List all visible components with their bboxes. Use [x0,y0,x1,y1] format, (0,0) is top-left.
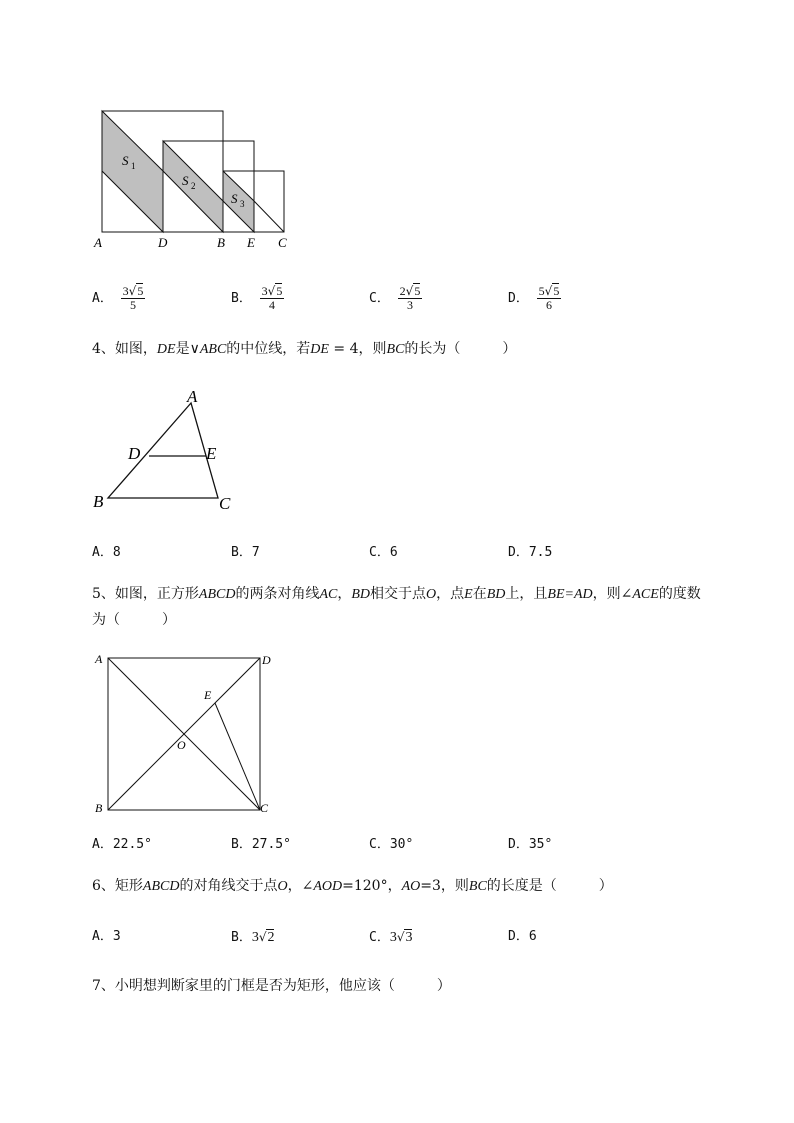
label-c: C [219,494,231,513]
q4-option-c[interactable]: C．6 [369,545,398,560]
q3-option-c[interactable]: C． $\frac{2√5}{3}$ [369,284,421,312]
q4-figure [88,385,248,515]
label-s1-sub: 1 [131,161,136,171]
q4-option-a[interactable]: A．8 [92,545,121,560]
label-s3-sub: 3 [240,199,245,209]
fraction: $\frac{3√5}{4}$ [261,284,283,312]
label-s1: S [122,153,129,168]
label-c: C [260,801,269,815]
label-b: B [217,235,225,250]
q6-option-a[interactable]: A．3 [92,929,121,944]
q5-stem-line2: 为（ ） [92,612,176,628]
label-b: B [93,492,104,511]
diagonal-small [254,201,284,232]
q5-option-a[interactable]: A．22.5° [92,837,152,852]
fraction: $\frac{5√5}{6}$ [538,284,560,312]
q5-option-d[interactable]: D．35° [508,837,553,852]
label-s3: S [231,191,238,206]
shaded-s1 [102,111,163,232]
q3-figure [88,103,298,253]
q6-option-b[interactable]: B．3√2 [231,930,275,945]
q4-option-b[interactable]: B．7 [231,545,260,560]
label-a: A [94,235,102,250]
q5-stem-line1: 5、如图，正方形ABCD的两条对角线AC，BD相交于点O，点E在BD上，且BE=AD，则∠ACE的度数 [92,586,701,602]
q4-stem: 4、如图，DE是∨ABC的中位线，若DE = 4，则BC的长为（ ） [92,341,517,357]
shaded-s3 [223,171,254,232]
q4-option-d[interactable]: D．7.5 [508,545,553,560]
label-s2-sub: 2 [191,181,196,191]
segment-ce [215,703,260,810]
q6-option-c[interactable]: C．3√3 [369,930,413,945]
q7-stem: 7、小明想判断家里的门框是否为矩形，他应该（ ） [92,978,451,994]
triangle-abc [108,403,218,498]
label-d: D [158,235,168,250]
label-d: D [128,444,141,463]
label-d: D [262,653,271,667]
q3-option-a[interactable]: A． $\frac{3√5}{5}$ [92,284,144,312]
label-o: O [177,738,186,752]
label-s2: S [182,173,189,188]
fraction: $\frac{3√5}{5}$ [122,284,144,312]
q6-option-d[interactable]: D．6 [508,929,537,944]
q3-option-b[interactable]: B． $\frac{3√5}{4}$ [231,284,283,312]
label-e: E [206,444,217,463]
label-a: A [95,652,103,666]
label-a: A [187,387,198,406]
fraction: $\frac{2√5}{3}$ [399,284,421,312]
label-b: B [95,801,103,815]
label-c: C [278,235,287,250]
q5-option-c[interactable]: C．30° [369,837,414,852]
q5-option-b[interactable]: B．27.5° [231,837,291,852]
label-e: E [247,235,255,250]
q6-stem: 6、矩形ABCD的对角线交于点O，∠AOD=120°，AO=3，则BC的长度是（ ） [92,878,613,894]
q3-option-d[interactable]: D． $\frac{5√5}{6}$ [508,284,560,312]
q5-figure [90,648,280,820]
label-e: E [204,688,212,702]
